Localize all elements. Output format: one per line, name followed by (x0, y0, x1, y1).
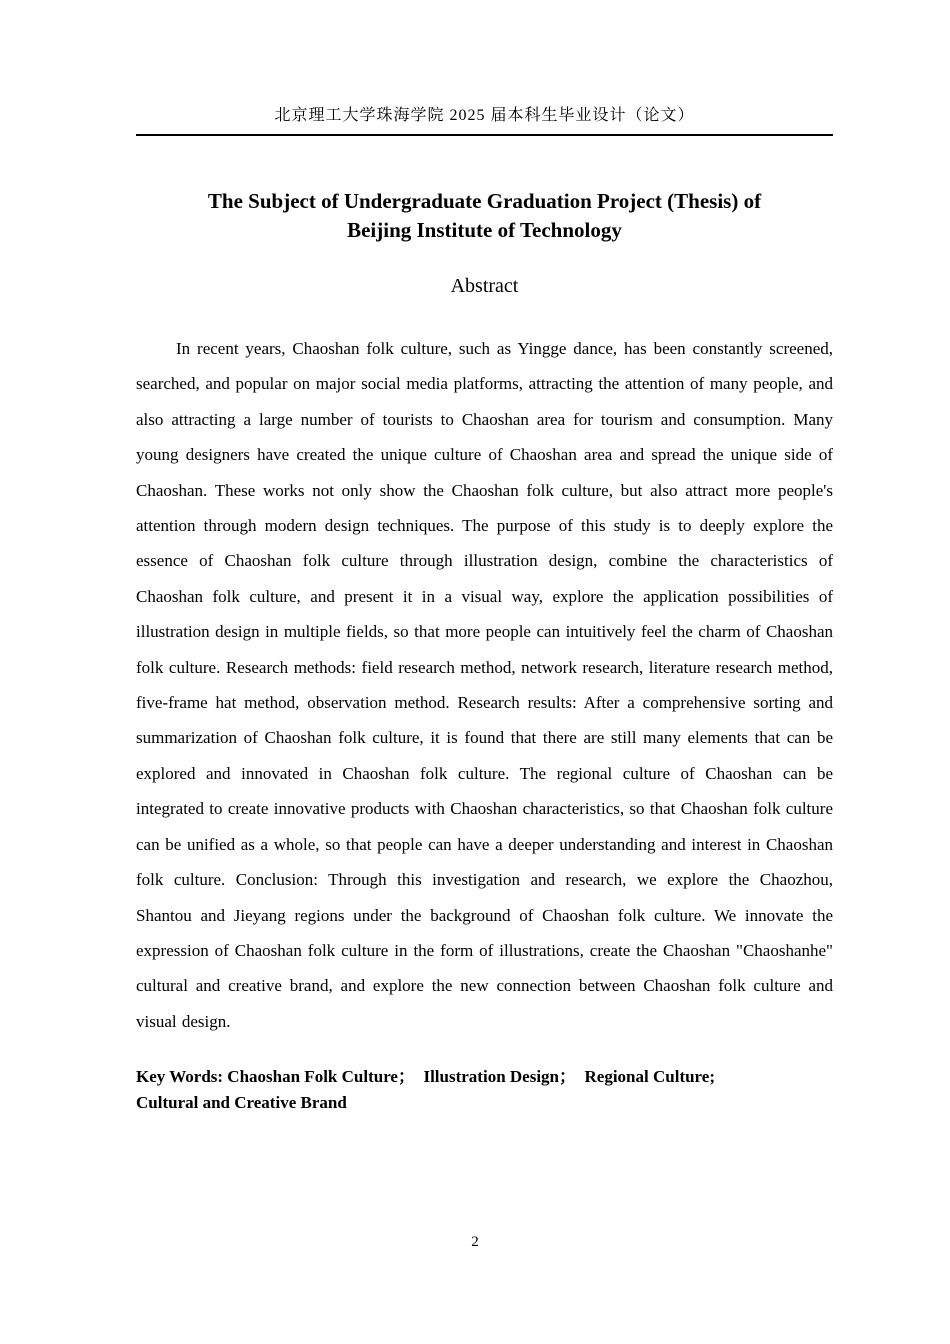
abstract-heading: Abstract (450, 275, 519, 297)
keywords-line2: Cultural and Creative Brand (136, 1093, 347, 1113)
keywords-line1: Key Words: Chaoshan Folk Culture； Illustration Design； Regional Culture; (136, 1067, 716, 1087)
keywords-block (136, 1064, 833, 1116)
page-content (136, 0, 833, 1116)
abstract-paragraph: In recent years, Chaoshan folk culture, such as Yingge dance, has been constantly screened, searched, and popular on major social media platforms, attracting the attention of many people, and also attracting a large number of tourists to Chaoshan area for tourism and consumption. Many young designers have created the unique culture of Chaoshan area and spread the unique side of Chaoshan. These works not only show the Chaoshan folk culture, but also attract more people's attention through modern design techniques. The purpose of this study is to deeply explore the essence of Chaoshan folk culture through illustration design, combine the characteristics of Chaoshan folk culture, and present it in a visual way, explore the application possibilities of illustration design in multiple fields, so that more people can intuitively feel the charm of Chaoshan folk culture. Research methods: field research method, network research, literature research method, five-frame hat method, observation method. Research results: After a comprehensive sorting and summarization of Chaoshan folk culture, it is found that there are still many elements that can be explored and innovated in Chaoshan folk culture. The regional culture of Chaoshan can be integrated to create innovative products with Chaoshan characteristics, so that Chaoshan folk culture can be unified as a whole, so that people can have a deeper understanding and interest in Chaoshan folk culture. Conclusion: Through this investigation and research, we explore the Chaozhou, Shantou and Jieyang regions under the background of Chaoshan folk culture. We innovate the expression of Chaoshan folk culture in the form of illustrations, create the Chaoshan "Chaoshanhe" cultural and creative brand, and explore the new connection between Chaoshan folk culture and visual design. (136, 339, 833, 1031)
page-header (136, 106, 833, 136)
page-header-text: 北京理工大学珠海学院 2025 届本科生毕业设计（论文） (274, 107, 695, 124)
thesis-title-line2: Beijing Institute of Technology (347, 218, 622, 242)
thesis-title-line1: The Subject of Undergraduate Graduation Project (Thesis) of (207, 189, 762, 213)
thesis-title (136, 187, 833, 245)
page-number: 2 (471, 1234, 479, 1250)
